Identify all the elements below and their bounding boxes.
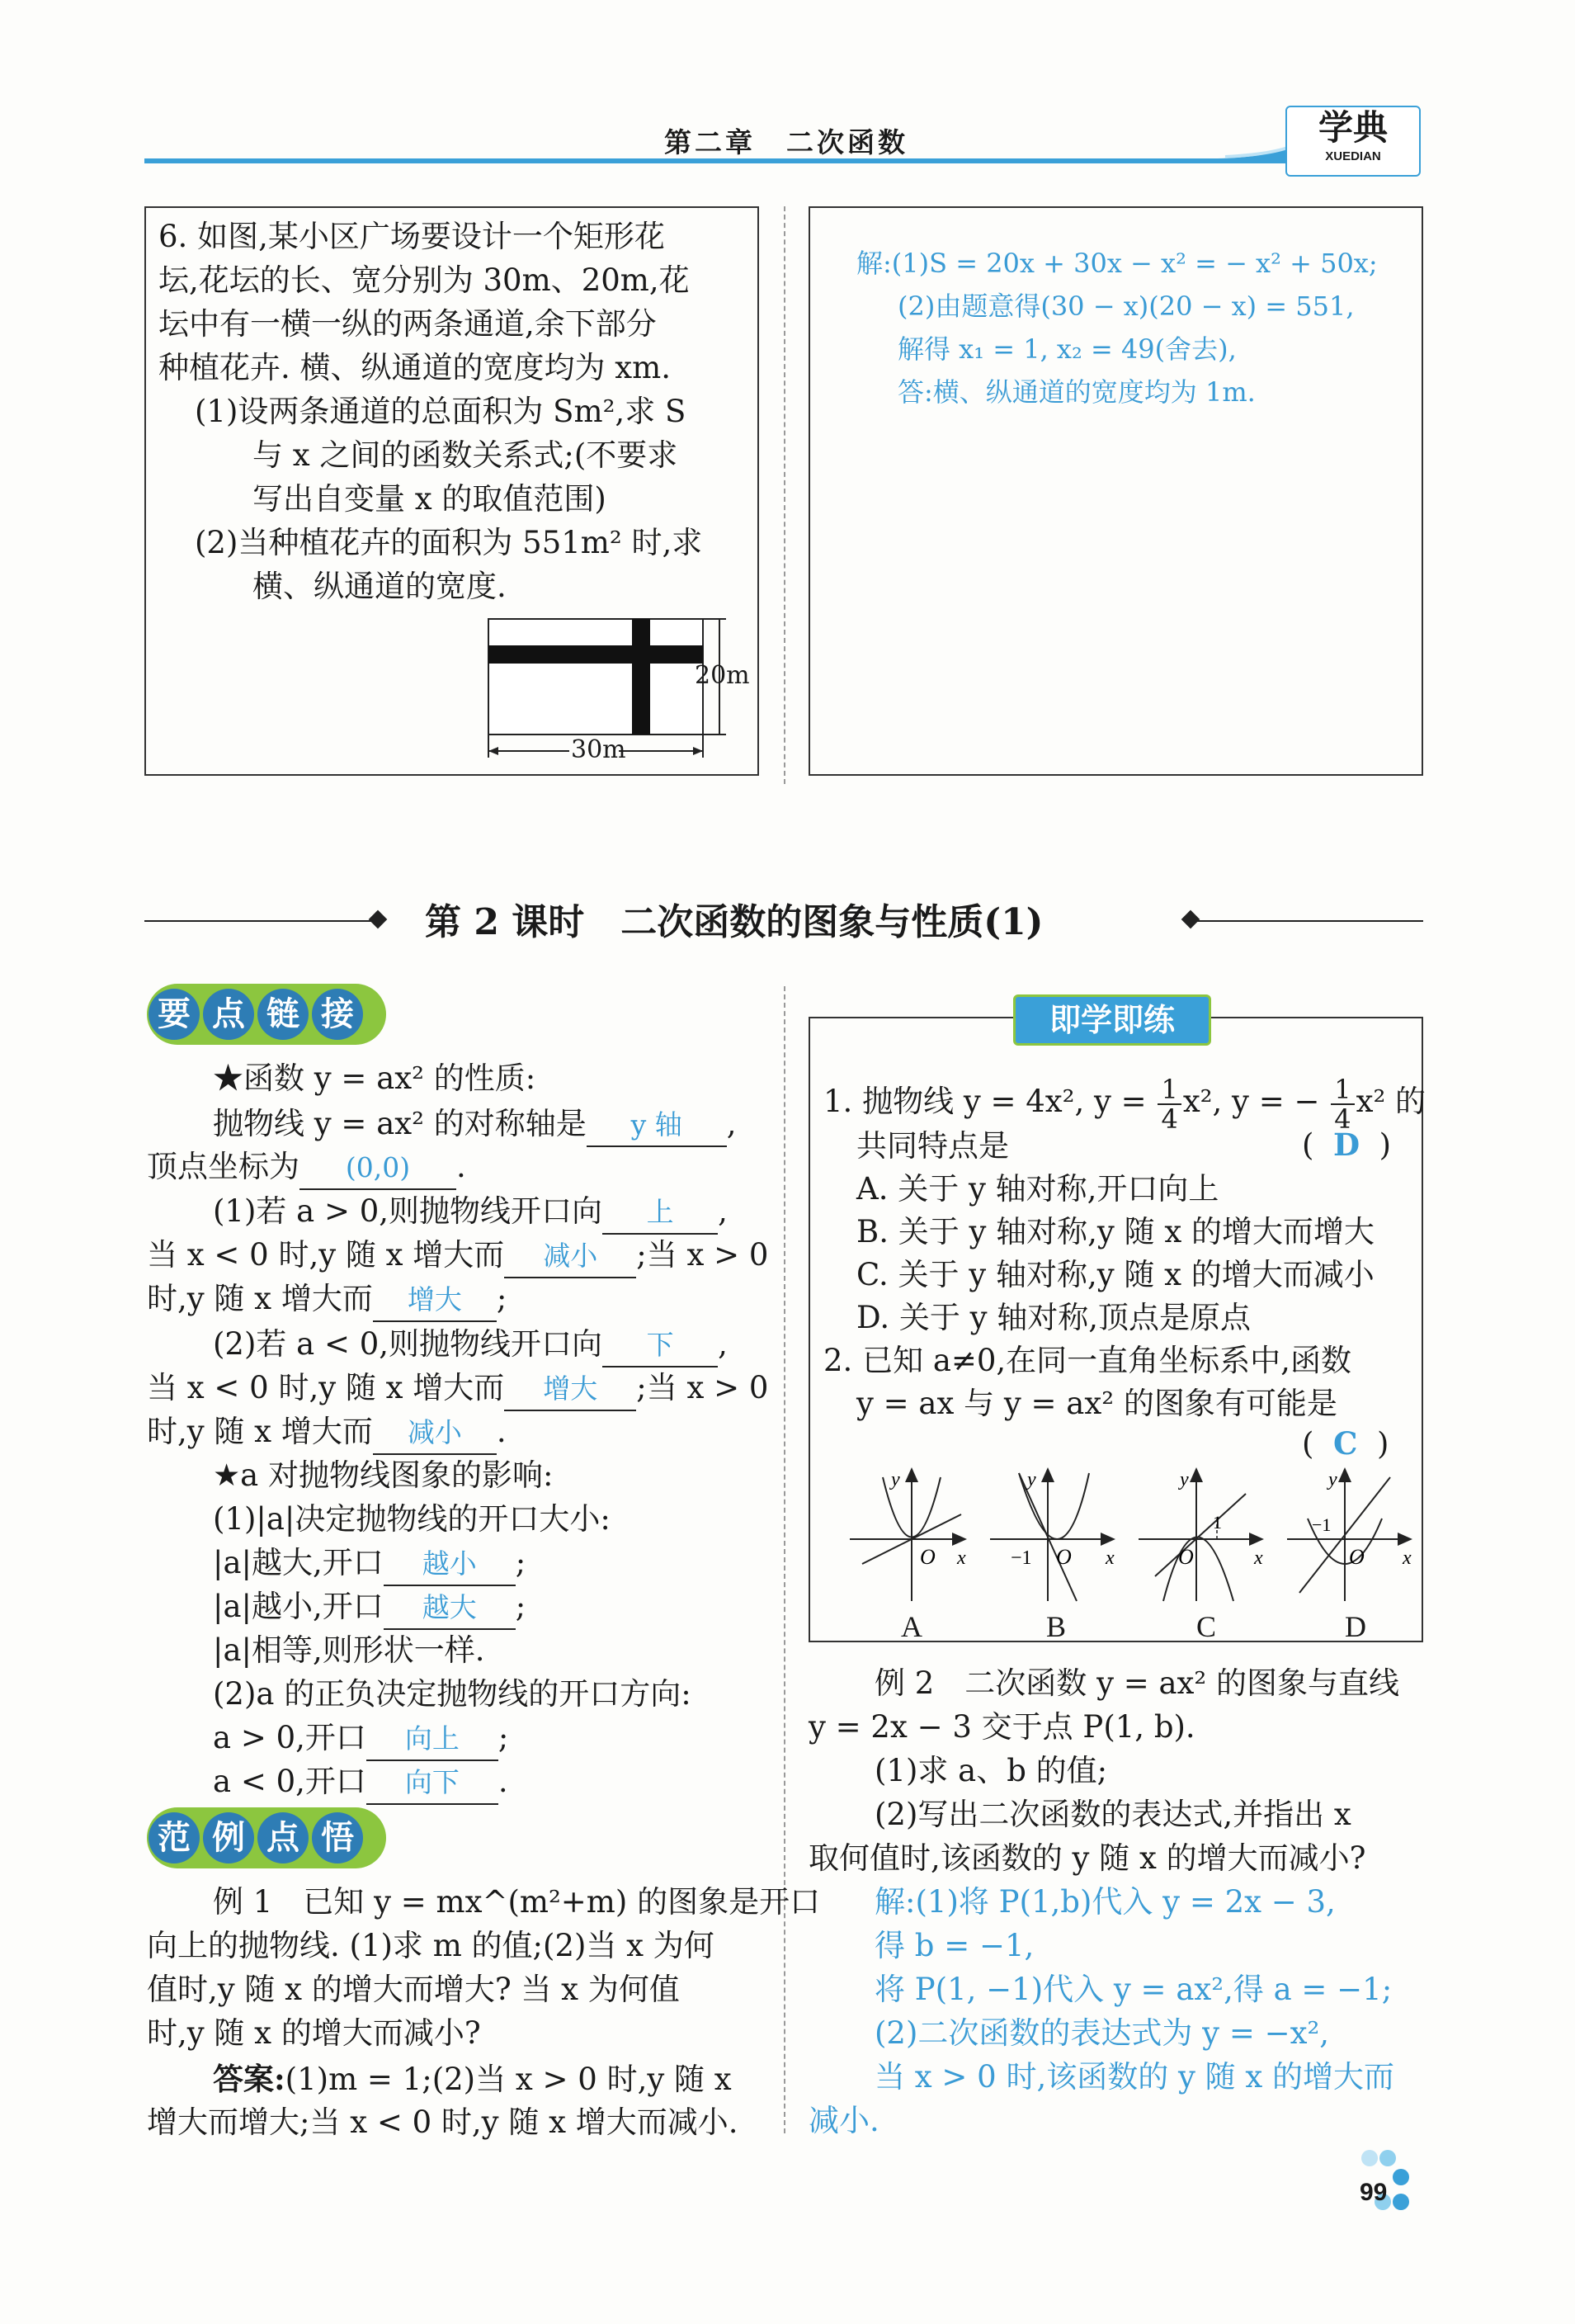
problem6-line: (2)当种植花卉的面积为 551m² 时,求	[195, 525, 703, 560]
q1-option: A. 关于 y 轴对称,开口向上	[856, 1171, 1219, 1207]
example2-solution-line: 当 x > 0 时,该函数的 y 随 x 的增大而	[875, 2059, 1395, 2095]
effect-title: ★a 对抛物线图象的影响:	[213, 1457, 554, 1493]
svg-text:O: O	[920, 1545, 936, 1569]
section-title-rule-left	[144, 920, 375, 922]
graph-d	[1287, 1469, 1412, 1601]
example1-line: 值时,y 随 x 的增大而增大? 当 x 为何值	[147, 1972, 680, 2007]
graph-b	[990, 1469, 1115, 1601]
svg-text:x: x	[1403, 1547, 1412, 1569]
fraction-one-quarter: $\frac{1}{4}$	[1158, 1075, 1181, 1133]
open-up-answer: 向上	[366, 1718, 498, 1761]
smaller-line: |a|越小,开口 越大 ;	[213, 1586, 526, 1630]
practice-badge: 即学即练	[1013, 994, 1211, 1046]
a-negative-line: 当 x < 0 时,y 随 x 增大而 增大 ;当 x > 0	[147, 1367, 768, 1411]
q1-answer: D	[1332, 1127, 1360, 1163]
a-positive-line: 时,y 随 x 增大而 增大 ;	[147, 1278, 507, 1322]
section-title: 第 2 课时 二次函数的图象与性质(1)	[425, 901, 1044, 943]
open-down-answer: 向下	[366, 1762, 498, 1805]
svg-text:O: O	[1349, 1545, 1365, 1569]
practice-q1-answer-bracket: ( D )	[1302, 1127, 1392, 1163]
a-positive-increase-answer: 增大	[373, 1279, 497, 1322]
example2-line: (1)求 a、b 的值;	[875, 1753, 1108, 1788]
example2-solution-line: (2)二次函数的表达式为 y = −x²,	[875, 2015, 1330, 2051]
svg-text:x: x	[957, 1547, 966, 1569]
effect-1: (1)|a|决定抛物线的开口大小:	[213, 1501, 611, 1537]
practice-q1-line: 1. 抛物线 y = 4x², y = $\frac{1}{4}$ x², y = − $\frac{1}{4}$ x² 的	[823, 1073, 1426, 1135]
q1-option: C. 关于 y 轴对称,y 随 x 的增大而减小	[856, 1257, 1375, 1292]
svg-text:−1: −1	[1011, 1547, 1032, 1569]
a-negative-line: (2)若 a < 0,则抛物线开口向 下 ,	[213, 1324, 728, 1367]
smaller-answer: 越大	[384, 1587, 516, 1630]
svg-text:y: y	[1027, 1469, 1036, 1490]
brand-name: 学典	[1318, 107, 1388, 148]
a-positive-open-answer: 上	[602, 1192, 718, 1235]
graph-a	[850, 1469, 966, 1601]
vertex-answer: (0,0)	[299, 1147, 456, 1190]
a-positive-line: 当 x < 0 时,y 随 x 增大而 减小 ;当 x > 0	[147, 1235, 768, 1278]
practice-q2-answer-bracket: ( C )	[1302, 1425, 1389, 1462]
example1-answer-line: 增大而增大;当 x < 0 时,y 随 x 增大而减小.	[147, 2104, 738, 2140]
q2-answer: C	[1332, 1425, 1358, 1462]
solution6-line: 解:(1)S = 20x + 30x − x² = − x² + 50x;	[856, 248, 1378, 279]
page-header	[144, 116, 1415, 165]
example2-solution-line: 将 P(1, −1)代入 y = ax²,得 a = −1;	[875, 1972, 1393, 2007]
diamond-icon	[1181, 910, 1200, 929]
vertex-line: 顶点坐标为 (0,0) .	[147, 1146, 466, 1190]
a-negative-decrease-answer: 减小	[373, 1412, 497, 1455]
column-divider	[784, 206, 785, 784]
key-points-badge: 要 点 链 接	[147, 984, 386, 1045]
figure-width-label: 30m	[571, 735, 626, 764]
problem6-line: 坛中有一横一纵的两条通道,余下部分	[158, 306, 657, 342]
graph-c	[1139, 1469, 1263, 1601]
svg-text:y: y	[1180, 1469, 1189, 1490]
practice-q2-line: y = ax 与 y = ax² 的图象有可能是	[856, 1386, 1337, 1421]
example1-line: 例 1 已知 y = mx^(m²+m) 的图象是开口	[213, 1884, 821, 1920]
example2-line: 例 2 二次函数 y = ax² 的图象与直线	[875, 1665, 1400, 1701]
equal-line: |a|相等,则形状一样.	[213, 1632, 485, 1668]
svg-text:y: y	[891, 1469, 900, 1490]
key-intro: ★函数 y = ax² 的性质:	[213, 1060, 536, 1096]
example2-line: y = 2x − 3 交于点 P(1, b).	[809, 1709, 1195, 1745]
problem6-line: 坛,花坛的长、宽分别为 30m、20m,花	[158, 262, 690, 298]
answer-label: 答案:	[213, 2061, 285, 2097]
column-divider	[784, 986, 785, 2133]
bigger-line: |a|越大,开口 越小 ;	[213, 1542, 526, 1586]
a-negative-increase-answer: 增大	[504, 1368, 636, 1411]
solution6-line: 答:横、纵通道的宽度均为 1m.	[898, 376, 1256, 408]
bigger-answer: 越小	[384, 1543, 516, 1586]
solution6-line: (2)由题意得(30 − x)(20 − x) = 551,	[898, 290, 1355, 322]
problem6-line: (1)设两条通道的总面积为 Sm²,求 S	[195, 394, 686, 429]
example1-answer-line: 答案:(1)m = 1;(2)当 x > 0 时,y 随 x	[213, 2061, 732, 2097]
example2-line: 取何值时,该函数的 y 随 x 的增大而减小?	[809, 1840, 1366, 1876]
problem6-line: 6. 如图,某小区广场要设计一个矩形花	[158, 219, 665, 254]
graph-label: D	[1345, 1610, 1366, 1643]
problem6-line: 横、纵通道的宽度.	[252, 569, 507, 604]
section-title-rule-right	[1192, 920, 1423, 922]
example1-line: 向上的抛物线. (1)求 m 的值;(2)当 x 为何	[147, 1928, 714, 1963]
page-number: 99	[1360, 2179, 1388, 2206]
graph-label: A	[901, 1610, 922, 1643]
example2-solution-line: 解:(1)将 P(1,b)代入 y = 2x − 3,	[875, 1884, 1336, 1920]
a-negative-line: 时,y 随 x 增大而 减小 .	[147, 1411, 507, 1455]
problem6-line: 种植花卉. 横、纵通道的宽度均为 xm.	[158, 350, 671, 385]
diamond-icon	[369, 910, 388, 929]
brand-logo	[1285, 106, 1421, 177]
a-negative-open-line: a < 0,开口 向下 .	[213, 1761, 508, 1805]
example2-solution-line: 得 b = −1,	[875, 1928, 1035, 1963]
q1-option: B. 关于 y 轴对称,y 随 x 的增大而增大	[856, 1214, 1375, 1249]
effect-2: (2)a 的正负决定抛物线的开口方向:	[213, 1676, 691, 1712]
a-positive-open-line: a > 0,开口 向上 ;	[213, 1717, 508, 1761]
svg-text:x: x	[1106, 1547, 1115, 1569]
fraction-one-quarter: $\frac{1}{4}$	[1331, 1075, 1354, 1133]
a-positive-line: (1)若 a > 0,则抛物线开口向 上 ,	[213, 1191, 728, 1235]
solution6-line: 解得 x₁ = 1, x₂ = 49(舍去),	[898, 333, 1237, 365]
q2-graphs	[842, 1461, 1419, 1609]
svg-text:O: O	[1178, 1545, 1194, 1569]
q1-option: D. 关于 y 轴对称,顶点是原点	[856, 1300, 1252, 1335]
svg-text:1: 1	[1213, 1512, 1222, 1533]
svg-text:−1: −1	[1312, 1514, 1332, 1535]
graph-label: B	[1046, 1610, 1067, 1643]
practice-q2-line: 2. 已知 a≠0,在同一直角坐标系中,函数	[823, 1343, 1351, 1378]
a-positive-decrease-answer: 减小	[504, 1235, 636, 1278]
graph-label: C	[1196, 1610, 1217, 1643]
problem6-line: 写出自变量 x 的取值范围)	[252, 481, 606, 517]
problem6-line: 与 x 之间的函数关系式;(不要求	[252, 437, 678, 473]
examples-badge: 范 例 点 悟	[147, 1807, 386, 1868]
svg-text:y: y	[1328, 1469, 1337, 1490]
svg-text:O: O	[1056, 1545, 1072, 1569]
a-negative-open-answer: 下	[602, 1325, 718, 1367]
brand-subtitle: XUEDIAN	[1325, 149, 1381, 163]
practice-q1-line: 共同特点是	[856, 1128, 1009, 1164]
example1-line: 时,y 随 x 的增大而减小?	[147, 2015, 481, 2051]
example2-line: (2)写出二次函数的表达式,并指出 x	[875, 1797, 1351, 1832]
figure-height-label: 20m	[695, 661, 750, 690]
chapter-title: 第二章 二次函数	[664, 126, 908, 158]
svg-text:x: x	[1254, 1547, 1263, 1569]
axis-line: 抛物线 y = ax² 的对称轴是 y 轴 ,	[213, 1103, 736, 1147]
example2-solution-line: 减小.	[809, 2103, 879, 2138]
axis-answer: y 轴	[587, 1104, 727, 1147]
